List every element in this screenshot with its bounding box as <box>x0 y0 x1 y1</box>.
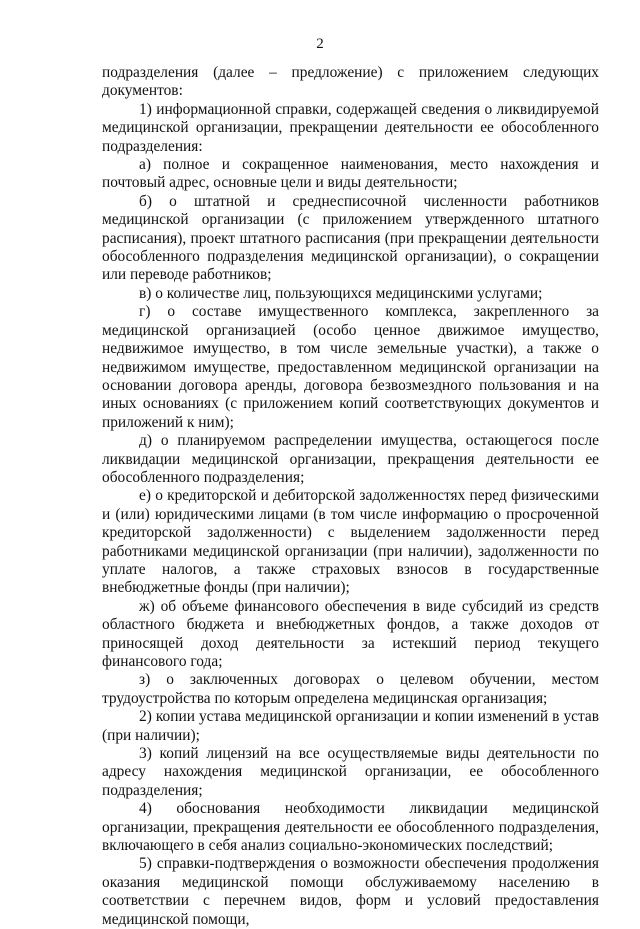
page-number: 2 <box>316 36 324 52</box>
paragraph: подразделения (далее – предложение) с приложением следующих документов: <box>102 64 599 100</box>
document-body <box>102 64 599 929</box>
paragraph: ж) об объеме финансового обеспечения в виде субсидий из средств областного бюджета и внебюджетных фондов, а также доходов от приносящей доход деятельности за истекший период текущего финансового года; <box>102 597 599 670</box>
paragraph: 2) копии устава медицинской организации и копии изменений в устав (при наличии); <box>102 708 599 744</box>
paragraph: 4) обоснования необходимости ликвидации медицинской организации, прекращения деятельности ее обособленного подразделения, включающего в себя анализ социально-экономических последствий; <box>102 800 599 855</box>
paragraph: 3) копий лицензий на все осуществляемые виды деятельности по адресу нахождения медицинской организации, ее обособленного подразделения; <box>102 745 599 799</box>
paragraph: а) полное и сокращенное наименования, место нахождения и почтовый адрес, основные цели и виды деятельности; <box>102 156 599 192</box>
paragraph: д) о планируемом распределении имущества, остающегося после ликвидации медицинской организации, прекращения деятельности ее обособленного подразделения; <box>102 432 599 486</box>
paragraph: з) о заключенных договорах о целевом обучении, местом трудоустройства по которым определена медицинская организация; <box>102 671 599 707</box>
paragraph: 1) информационной справки, содержащей сведения о ликвидируемой медицинской организации, прекращении деятельности ее обособленного подразделения: <box>102 100 599 155</box>
paragraph: г) о составе имущественного комплекса, закрепленного за медицинской организацией (особо ценное движимое имущество, недвижимое имущество, в том числе земельные участки), а также о недвижимом имуществе, предоставленном медицинской организации на основании договора аренды, договора безвозмездного пользования и на иных основаниях (с приложением копий соответствующих документов и приложений к ним); <box>102 303 599 431</box>
paragraph: 5) справки-подтверждения о возможности обеспечения продолжения оказания медицинской помощи обслуживаемому населению в соответствии с перечнем видов, форм и условий предоставления медицинской помощи, <box>102 855 599 928</box>
paragraph: в) о количестве лиц, пользующихся медицинскими услугами; <box>139 284 543 302</box>
paragraph: б) о штатной и среднесписочной численности работников медицинской организации (с приложением утвержденного штатного расписания), проект штатного расписания (при прекращении деятельности обособленного подразделения медицинской организации), о сокращении или переводе работников; <box>102 192 599 284</box>
paragraph: е) о кредиторской и дебиторской задолженностях перед физическими и (или) юридическими лицами (в том числе информацию о просроченной кредиторской задолженности) с выделением задолженности перед работниками медицинской организации (при наличии), задолженности по уплате налогов, а также страховых взносов в государственные внебюджетные фонды (при наличии); <box>102 487 599 597</box>
